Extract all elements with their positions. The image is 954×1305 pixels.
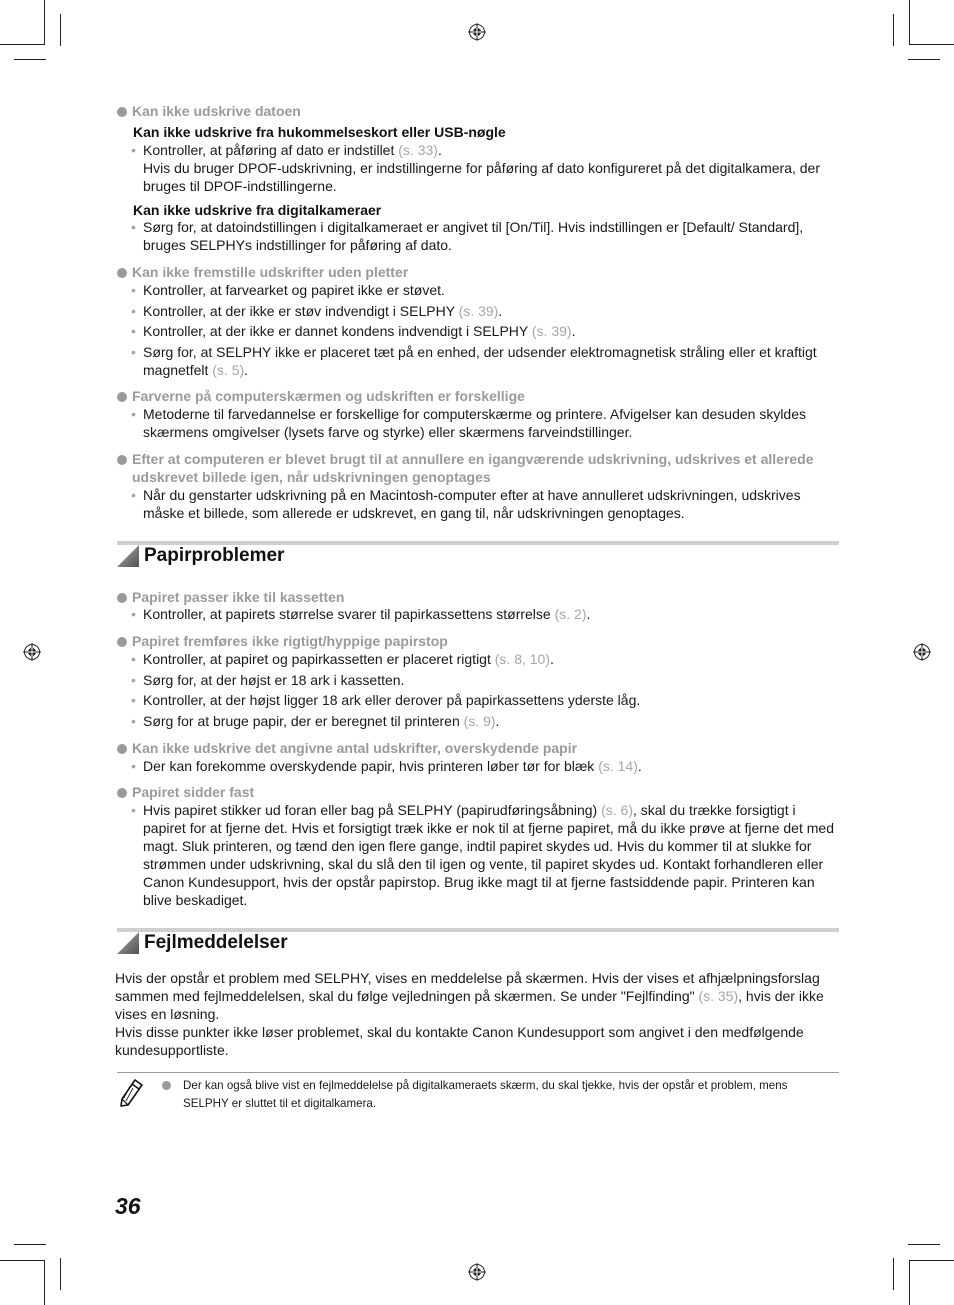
- topic-title: Farverne på computerskærmen og udskriften er forskellige: [132, 388, 525, 404]
- topic-heading: [117, 102, 301, 120]
- crop-mark: [60, 1258, 61, 1290]
- body-paragraph: Hvis der opstår et problem med SELPHY, vises en meddelelse på skærmen. Hvis der vises et afhjælpningsforslag sammen med fejlmeddelelsen, skal du følge vejledningen på skærmen. Se under "Fejlfinding" (s. 35), hvis der ikke vises en løsning. Hvis disse punkter ikke løser problemet, skal du kontakte Canon Kundesupport som angivet i den medfølgende kundesupportliste.: [115, 970, 824, 1058]
- crop-mark: [44, 1260, 45, 1305]
- topic-heading: [117, 783, 254, 801]
- topic-title: Efter at computeren er blevet brugt til at annullere en igangværende udskrivning, udskrives et allerede udskrevet billede igen, når udskrivningen genoptages: [132, 451, 814, 485]
- page-reference-link[interactable]: (s. 14): [598, 758, 638, 774]
- section-marker-icon: [117, 932, 139, 954]
- section-header-errors: [117, 928, 839, 958]
- list-item: • Metoderne til farvedannelse er forskellige for computerskærme og printere. Afvigelser kan desuden skyldes skærmens omgivelser (lysets farve og styrke) eller skærmens farveindstillinger.: [131, 406, 806, 440]
- crop-mark: [0, 44, 45, 45]
- section-title: Papirproblemer: [144, 545, 285, 566]
- list-item: • Kontroller, at farvearket og papiret ikke er støvet.: [131, 282, 445, 298]
- page-reference-link[interactable]: (s. 2): [554, 606, 587, 622]
- page-reference-link[interactable]: (s. 35): [698, 988, 739, 1004]
- list-item: • Der kan forekomme overskydende papir, hvis printeren løber tør for blæk (s. 14).: [131, 758, 642, 774]
- section-title: Fejlmeddelelser: [144, 932, 288, 953]
- topic-heading: [117, 263, 408, 281]
- bullet-circle-icon: [117, 637, 127, 647]
- crop-mark: [14, 59, 46, 60]
- crop-mark: [44, 0, 45, 45]
- page-number: 36: [115, 1193, 141, 1219]
- bullet-circle-icon: [117, 788, 127, 798]
- page-reference-link[interactable]: (s. 39): [458, 303, 499, 319]
- pencil-icon: [118, 1078, 144, 1108]
- list-item: • Sørg for, at der højst er 18 ark i kassetten.: [131, 672, 405, 688]
- topic-title: Kan ikke udskrive det angivne antal udskrifter, overskydende papir: [132, 740, 578, 756]
- registration-mark-icon: [23, 643, 41, 661]
- subheading: Kan ikke udskrive fra hukommelseskort eller USB-nøgle: [133, 124, 506, 140]
- page-reference-link[interactable]: (s. 39): [531, 323, 572, 339]
- topic-title: Papiret sidder fast: [132, 784, 255, 800]
- list-item: • Kontroller, at papirets størrelse svarer til papirkassettens størrelse (s. 2).: [131, 606, 591, 622]
- bullet-circle-icon: [117, 107, 127, 117]
- bullet-circle-icon: [117, 392, 127, 402]
- crop-mark: [909, 0, 910, 45]
- topic-title: Papiret passer ikke til kassetten: [132, 589, 345, 605]
- crop-mark: [908, 59, 940, 60]
- page-reference-link[interactable]: (s. 9): [463, 713, 496, 729]
- list-item: • Sørg for, at datoindstillingen i digitalkameraet er angivet til [On/Til]. Hvis indstillingen er [Default/ Standard], bruges SELPHYs indstillinger for påføring af dato.: [131, 219, 804, 253]
- list-item: • Kontroller, at påføring af dato er indstillet (s. 33). Hvis du bruger DPOF-udskrivning, er indstillingerne for påføring af dato konfigureret på det digitalkamera, der bruges til DPOF-indstillingerne.: [131, 142, 820, 194]
- list-item: • Kontroller, at der højst ligger 18 ark eller derover på papirkassettens yderste låg.: [131, 692, 641, 708]
- list-item: • Når du genstarter udskrivning på en Macintosh-computer efter at have annulleret udskrivningen, udskrives måske et billede, som allerede er udskrevet, en gang til, når udskrivningen genoptages.: [131, 487, 801, 521]
- crop-mark: [909, 1260, 910, 1305]
- list-item: • Sørg for at bruge papir, der er beregnet til printeren (s. 9).: [131, 713, 500, 729]
- crop-mark: [14, 1244, 46, 1245]
- list-item: • Hvis papiret stikker ud foran eller bag på SELPHY (papirudføringsåbning) (s. 6), skal du trække forsigtigt i papiret for at fjerne det. Hvis et forsigtigt træk ikke er nok til at fjerne papiret, må du ikke prøve at fjerne det med magt. Sluk printeren, og tænd den igen flere gange, indtil papiret skydes ud. Hvis du kommer til at slukke for strømmen under udskrivning, skal du slå den til igen og vente, til papiret skydes ud. Kontakt forhandleren eller Canon Kundesupport, hvis der opstår papirstop. Brug ikke magt til at fjerne fastsiddende papir. Printeren kan blive beskadiget.: [131, 802, 834, 908]
- topic-heading: [117, 632, 448, 650]
- topic-title: Kan ikke udskrive datoen: [132, 103, 301, 119]
- bullet-circle-icon: [117, 268, 127, 278]
- topic-heading: [117, 387, 525, 405]
- bullet-circle-icon: [117, 455, 127, 465]
- crop-mark: [893, 1258, 894, 1290]
- registration-mark-icon: [913, 643, 931, 661]
- crop-mark: [908, 1244, 940, 1245]
- topic-title: Kan ikke fremstille udskrifter uden pletter: [132, 264, 409, 280]
- bullet-circle-icon: [117, 744, 127, 754]
- crop-mark: [60, 14, 61, 46]
- topic-heading: [117, 739, 577, 757]
- note-text: Der kan også blive vist en fejlmeddelelse på digitalkameraets skærm, du skal tjekke, hvis der opstår et problem, mens SELPHY er sluttet til et digitalkamera.: [183, 1079, 788, 1110]
- registration-mark-icon: [468, 1263, 486, 1281]
- bullet-circle-icon: [162, 1081, 171, 1090]
- list-item: • Sørg for, at SELPHY ikke er placeret tæt på en enhed, der udsender elektromagnetisk stråling eller et kraftigt magnetfelt (s. 5).: [131, 344, 817, 378]
- bullet-circle-icon: [117, 593, 127, 603]
- section-header-paper: [117, 541, 839, 571]
- crop-mark: [909, 44, 954, 45]
- crop-mark: [0, 1260, 45, 1261]
- topic-title: Papiret fremføres ikke rigtigt/hyppige papirstop: [132, 633, 448, 649]
- page-reference-link[interactable]: (s. 8, 10): [494, 651, 550, 667]
- registration-mark-icon: [468, 23, 486, 41]
- topic-heading: [117, 450, 832, 486]
- section-marker-icon: [117, 545, 139, 567]
- topic-heading: [117, 588, 344, 606]
- list-item: • Kontroller, at der ikke er dannet kondens indvendigt i SELPHY (s. 39).: [131, 323, 576, 339]
- crop-mark: [909, 1260, 954, 1261]
- crop-mark: [893, 14, 894, 46]
- list-item: • Kontroller, at der ikke er støv indvendigt i SELPHY (s. 39).: [131, 303, 503, 319]
- page-reference-link[interactable]: (s. 33): [398, 142, 438, 158]
- page-reference-link[interactable]: (s. 5): [212, 362, 245, 378]
- subheading: Kan ikke udskrive fra digitalkameraer: [133, 202, 382, 218]
- page-reference-link[interactable]: (s. 6): [601, 802, 633, 818]
- list-item: • Kontroller, at papiret og papirkassetten er placeret rigtigt (s. 8, 10).: [131, 651, 554, 667]
